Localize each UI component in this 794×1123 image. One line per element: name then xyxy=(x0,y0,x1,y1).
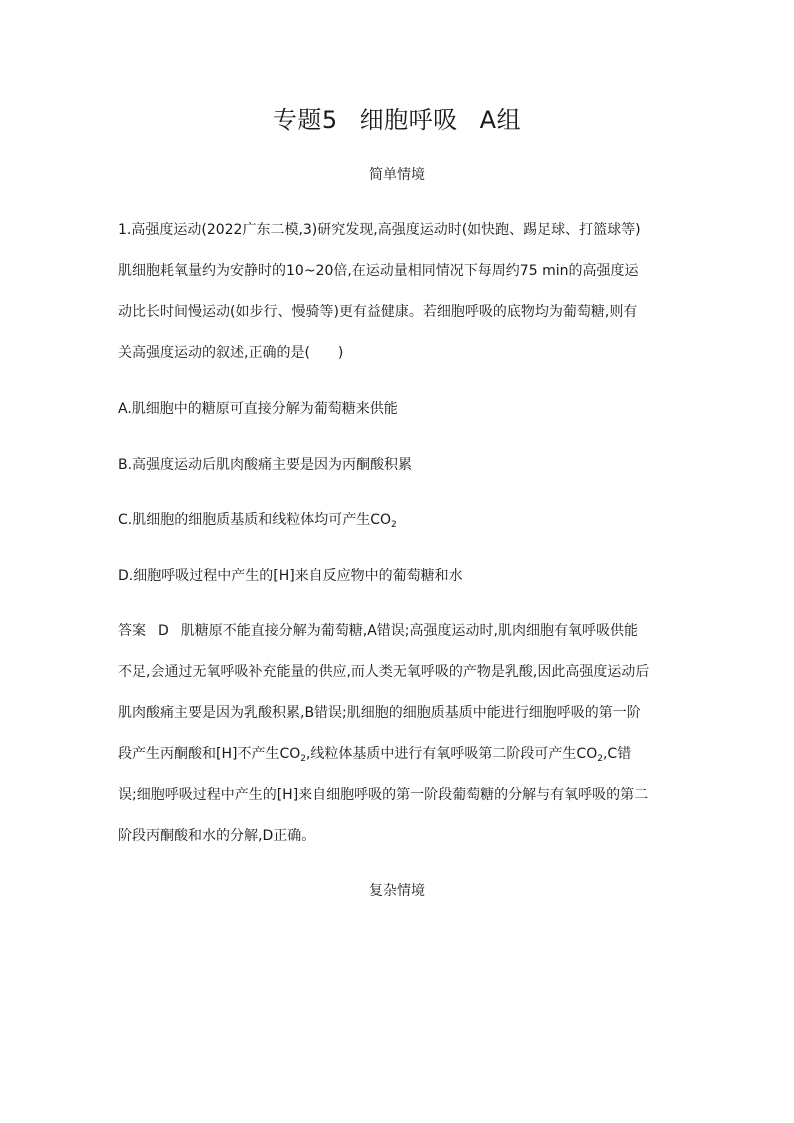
section-heading-simple: 简单情境 xyxy=(369,167,425,183)
answer-text-4a: 段产生丙酮酸和[H]不产生CO xyxy=(118,746,301,762)
answer-subscript-1: 2 xyxy=(300,754,306,764)
question-line-2: 肌细胞耗氧量约为安静时的10~20倍,在运动量相同情况下每周约75 min的高强度运 xyxy=(118,263,639,279)
answer-key: D xyxy=(158,623,169,639)
option-c-text: C.肌细胞的细胞质基质和线粒体均可产生CO xyxy=(118,512,392,528)
answer-text-4c: ,C错 xyxy=(602,746,632,762)
option-a: A.肌细胞中的糖原可直接分解为葡萄糖来供能 xyxy=(118,401,398,417)
answer-line-3: 肌肉酸痛主要是因为乳酸积累,B错误;肌细胞的细胞质基质中能进行细胞呼吸的第一阶 xyxy=(118,705,641,721)
section-heading-complex: 复杂情境 xyxy=(369,883,425,899)
option-b: B.高强度运动后肌肉酸痛主要是因为丙酮酸积累 xyxy=(118,457,413,473)
title-name: 细胞呼吸 xyxy=(359,106,458,134)
answer-subscript-2: 2 xyxy=(597,754,603,764)
answer-line-1 xyxy=(118,620,638,640)
option-c xyxy=(118,509,397,529)
answer-line-6: 阶段丙酮酸和水的分解,D正确。 xyxy=(118,828,316,844)
page-title xyxy=(0,100,794,135)
title-topic: 专题5 xyxy=(272,106,338,134)
answer-text-4b: ,线粒体基质中进行有氧呼吸第二阶段可产生CO xyxy=(305,746,598,762)
option-c-subscript: 2 xyxy=(391,520,397,530)
answer-line-5: 误;细胞呼吸过程中产生的[H]来自细胞呼吸的第一阶段葡萄糖的分解与有氧呼吸的第二 xyxy=(118,787,649,803)
answer-line-4 xyxy=(118,743,631,763)
answer-line-2: 不足,会通过无氧呼吸补充能量的供应,而人类无氧呼吸的产物是乳酸,因此高强度运动后 xyxy=(118,664,650,680)
title-group: A组 xyxy=(479,106,522,134)
question-line-4: 关高强度运动的叙述,正确的是( ) xyxy=(118,345,344,361)
option-d: D.细胞呼吸过程中产生的[H]来自反应物中的葡萄糖和水 xyxy=(118,568,463,584)
answer-text-1: 肌糖原不能直接分解为葡萄糖,A错误;高强度运动时,肌肉细胞有氧呼吸供能 xyxy=(180,623,638,639)
question-line-1: 1.高强度运动(2022广东二模,3)研究发现,高强度运动时(如快跑、踢足球、打篮球等) xyxy=(118,222,641,238)
question-line-3: 动比长时间慢运动(如步行、慢骑等)更有益健康。若细胞呼吸的底物均为葡萄糖,则有 xyxy=(118,304,638,320)
answer-label: 答案 xyxy=(118,623,146,639)
